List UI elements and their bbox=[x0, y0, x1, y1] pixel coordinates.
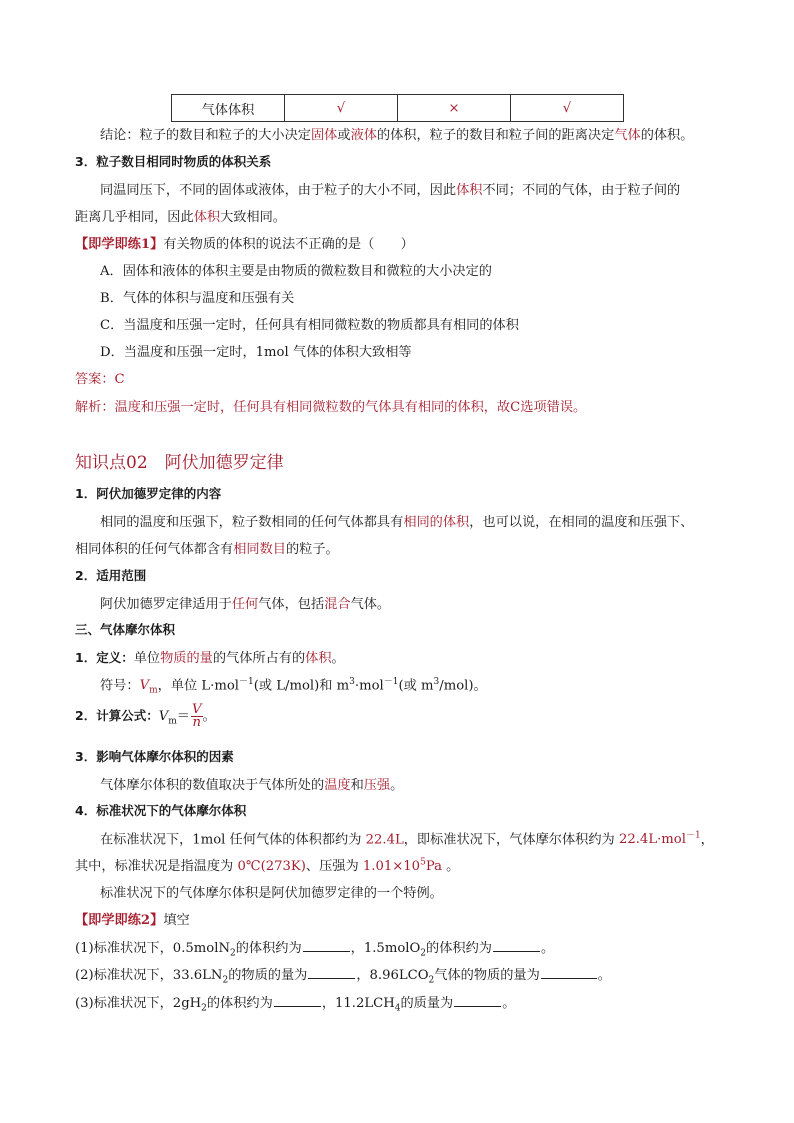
definition-line: 1．定义：单位物质的量的气体所占有的体积。 bbox=[75, 650, 345, 666]
section-3-heading: 3．粒子数目相同时物质的体积关系 bbox=[75, 154, 272, 169]
volume-table bbox=[171, 94, 624, 122]
knowledge-point-title: 知识点02 阿伏加德罗定律 bbox=[75, 453, 284, 473]
option-b: B．气体的体积与温度和压强有关 bbox=[100, 291, 295, 306]
table-cell-label: 气体体积 bbox=[172, 95, 285, 122]
answer-blank[interactable] bbox=[308, 967, 355, 979]
scope-heading: 2．适用范围 bbox=[75, 568, 147, 583]
formula-fraction: $\frac{V}{n}$ bbox=[191, 702, 202, 730]
answer: 答案：C bbox=[75, 372, 125, 387]
answer-blank[interactable] bbox=[493, 940, 540, 952]
exercise-tag: 【即学即练2】 bbox=[75, 913, 164, 928]
table-cell: × bbox=[398, 95, 511, 122]
exercise-tag: 【即学即练1】 bbox=[75, 237, 164, 252]
answer-blank[interactable] bbox=[454, 995, 501, 1007]
factor-heading: 3．影响气体摩尔体积的因素 bbox=[75, 749, 234, 764]
paragraph-line: 阿伏加德罗定律适用于任何气体，包括混合气体。 bbox=[100, 597, 391, 612]
question-3: (3)标准状况下，$2gH_2$的体积约为 ，$11.2LCH_4$的质量为 。 bbox=[75, 996, 516, 1014]
paragraph-line: 标准状况下的气体摩尔体积是阿伏加德罗定律的一个特例。 bbox=[100, 886, 443, 901]
option-c: C．当温度和压强一定时，任何具有相同微粒数的物质都具有相同的体积 bbox=[100, 318, 519, 333]
formula-line: 2．计算公式：$V_m=$ $\frac{V}{n}$ 。 bbox=[75, 702, 216, 730]
answer-blank[interactable] bbox=[541, 967, 597, 979]
paragraph-line: 同温同压下，不同的固体或液体，由于粒子的大小不同，因此体积不同；不同的气体，由于粒子间的 bbox=[100, 183, 681, 198]
question-2: (2)标准状况下，$33.6LN_2$的物质的量为 ，$8.96LCO_2$气体的物质的量为 。 bbox=[75, 968, 611, 986]
paragraph-line: 相同的温度和压强下，粒子数相同的任何气体都具有相同的体积，也可以说，在相同的温度和压强下、 bbox=[100, 515, 694, 530]
table-cell: √ bbox=[511, 95, 624, 122]
section-heading: 三、气体摩尔体积 bbox=[75, 622, 176, 637]
option-a: A．固体和液体的体积主要是由物质的微粒数目和微粒的大小决定的 bbox=[100, 264, 492, 279]
stp-heading: 4．标准状况下的气体摩尔体积 bbox=[75, 803, 247, 818]
law-heading: 1．阿伏加德罗定律的内容 bbox=[75, 486, 222, 501]
analysis: 解析：温度和压强一定时，任何具有相同微粒数的气体具有相同的体积，故C选项错误。 bbox=[75, 400, 587, 415]
answer-blank[interactable] bbox=[274, 995, 321, 1007]
exercise-2-stem: 【即学即练2】填空 bbox=[75, 913, 190, 928]
paragraph-line: 其中，标准状况是指温度为 0℃(273K)、压强为 $1.01\times 10^5Pa$ 。 bbox=[75, 857, 460, 874]
table-cell: √ bbox=[285, 95, 398, 122]
paragraph-line: 相同体积的任何气体都含有相同数目的粒子。 bbox=[75, 542, 339, 557]
table-row bbox=[172, 95, 624, 122]
paragraph-line: 气体摩尔体积的数值取决于气体所处的温度和压强。 bbox=[100, 778, 404, 793]
paragraph-line: 距离几乎相同，因此体积大致相同。 bbox=[75, 210, 286, 225]
answer-blank[interactable] bbox=[303, 940, 350, 952]
paragraph-line: 在标准状况下，1mol 任何气体的体积都约为 22.4L，即标准状况下，气体摩尔体积约为 22.4L·mol$^{-1}$， bbox=[100, 831, 714, 848]
option-d: D．当温度和压强一定时，1mol 气体的体积大致相等 bbox=[100, 345, 412, 360]
exercise-1-stem: 【即学即练1】有关物质的体积的说法不正确的是（ ） bbox=[75, 237, 414, 252]
symbol-line: 符号：$V_m$，单位 L·mol$^{-1}$(或 L/mol)和 $m^3\cdot mol^{-1}$(或 $m^3/mol$)。 bbox=[100, 677, 487, 697]
conclusion-line: 结论：粒子的数目和粒子的大小决定固体或液体的体积，粒子的数目和粒子间的距离决定气体的体积。 bbox=[100, 128, 694, 143]
question-1: (1)标准状况下，0.5molN$_2$的体积约为 ，1.5molO$_2$的体积约为 。 bbox=[75, 941, 555, 959]
